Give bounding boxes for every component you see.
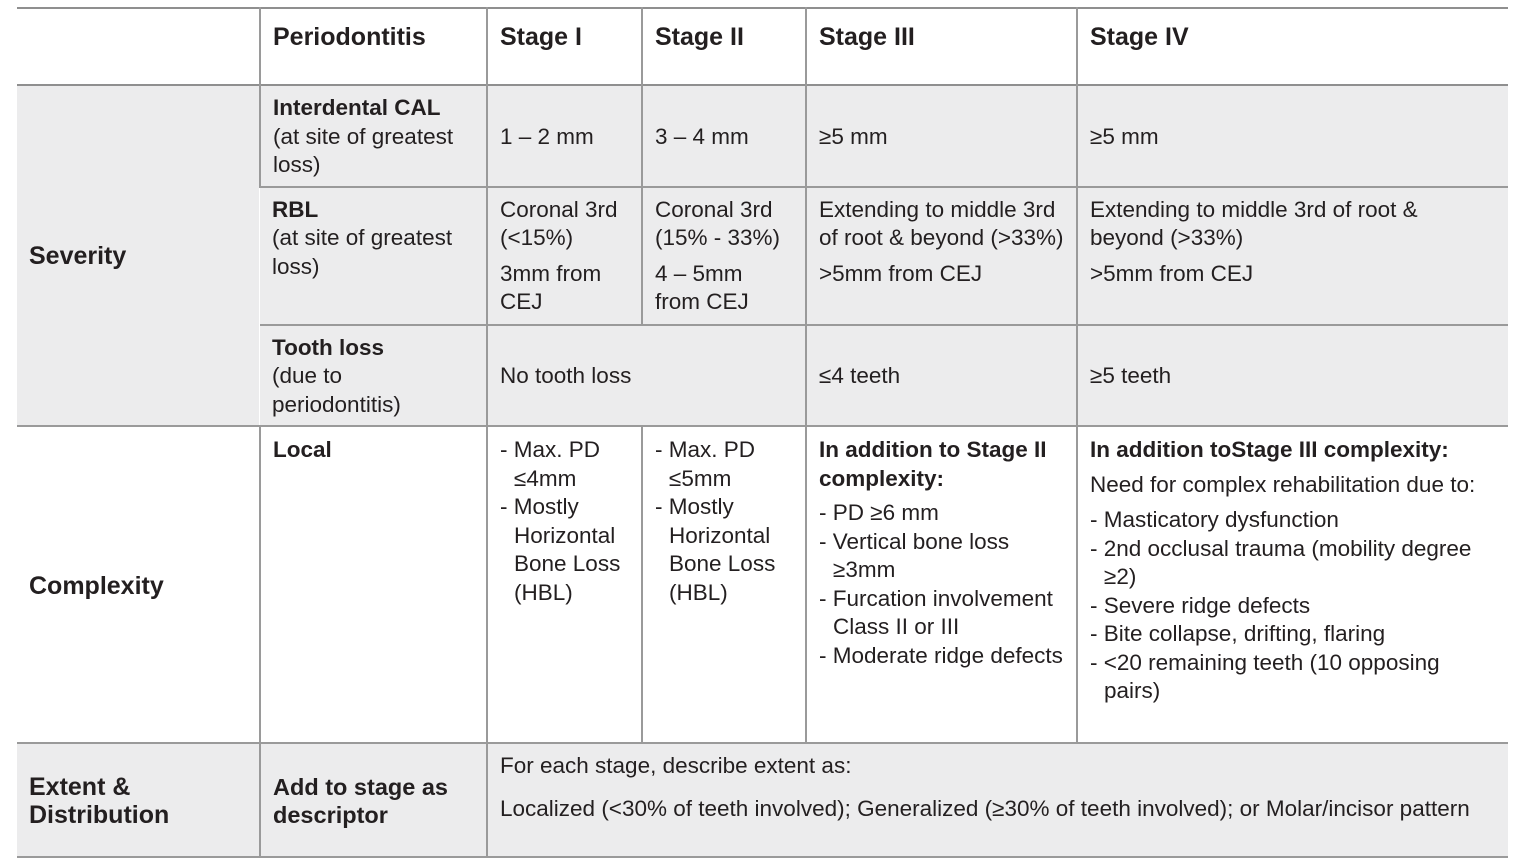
header-periodontitis: Periodontitis <box>260 8 487 85</box>
rbl-subtitle: (at site of greatest loss) <box>272 225 453 279</box>
extent-line-1: For each stage, describe extent as: <box>500 753 852 778</box>
rbl-stage-4-extent: Extending to middle 3rd of root & beyond (>33%) <box>1090 196 1418 250</box>
list-item: - Furcation involvement Class II or III <box>819 585 1064 642</box>
tooth-loss-stage-3: ≤4 teeth <box>806 325 1077 427</box>
cal-stage-1: 1 – 2 mm <box>487 85 642 187</box>
staging-table-container <box>17 7 1508 858</box>
rbl-stage-4-cell <box>1077 187 1508 325</box>
row-label-extent: Extent & Distribution <box>17 743 260 857</box>
cal-stage-2: 3 – 4 mm <box>642 85 806 187</box>
header-stage-1: Stage I <box>487 8 642 85</box>
list-item: - Mostly Horizontal Bone Loss (HBL) <box>655 493 793 607</box>
tooth-loss-subtitle: (due to periodontitis) <box>272 363 401 417</box>
row-label-complexity: Complexity <box>17 426 260 743</box>
rbl-title: RBL <box>272 196 319 222</box>
list-item: - Max. PD ≤4mm <box>500 436 629 493</box>
list-item: - Severe ridge defects <box>1090 592 1496 621</box>
list-item: - 2nd occlusal trauma (mobility degree ≥2) <box>1090 535 1496 592</box>
list-item: - Vertical bone loss ≥3mm <box>819 528 1064 585</box>
rbl-criteria-cell <box>260 187 487 325</box>
cal-title: Interdental CAL <box>273 95 441 120</box>
extent-descriptor: Add to stage as descriptor <box>260 743 487 857</box>
rbl-stage-3-distance: >5mm from CEJ <box>819 260 983 286</box>
complexity-stage-3-cell <box>806 426 1077 743</box>
list-item: - Max. PD ≤5mm <box>655 436 793 493</box>
periodontitis-staging-table <box>17 7 1508 858</box>
list-item: - Bite collapse, drifting, flaring <box>1090 620 1496 649</box>
list-item: - Masticatory dysfunction <box>1090 506 1496 535</box>
rbl-stage-2-extent: Coronal 3rd (15% - 33%) <box>655 196 781 250</box>
complexity-stage-2-list <box>655 436 793 607</box>
complexity-stage-3-list <box>819 499 1064 670</box>
complexity-stage-4-heading: In addition toStage III complexity: <box>1090 437 1449 462</box>
rbl-stage-1-cell <box>487 187 642 325</box>
list-item: - Moderate ridge defects <box>819 642 1064 671</box>
extent-line-2: Localized (<30% of teeth involved); Generalized (≥30% of teeth involved); or Molar/incisor pattern <box>500 795 1470 821</box>
complexity-stage-4-intro: Need for complex rehabilitation due to: <box>1090 471 1476 497</box>
complexity-stage-4-list <box>1090 506 1496 706</box>
list-item: - Mostly Horizontal Bone Loss (HBL) <box>500 493 629 607</box>
rbl-stage-2-cell <box>642 187 806 325</box>
rbl-stage-2-distance: 4 – 5mm from CEJ <box>655 260 749 314</box>
header-stage-2: Stage II <box>642 8 806 85</box>
tooth-loss-title: Tooth loss <box>272 334 385 360</box>
rbl-stage-4-distance: >5mm from CEJ <box>1090 260 1254 286</box>
row-label-severity: Severity <box>17 85 260 426</box>
header-empty <box>17 8 260 85</box>
complexity-stage-1-cell <box>487 426 642 743</box>
complexity-local: Local <box>260 426 487 743</box>
table-row-extent <box>17 743 1508 857</box>
header-stage-3: Stage III <box>806 8 1077 85</box>
cal-subtitle: (at site of greatest loss) <box>273 123 454 177</box>
tooth-loss-stage-4: ≥5 teeth <box>1077 325 1508 427</box>
table-row-cal <box>17 85 1508 187</box>
complexity-stage-2-cell <box>642 426 806 743</box>
rbl-stage-3-extent: Extending to middle 3rd of root & beyond (>33%) <box>819 196 1064 250</box>
cal-stage-4: ≥5 mm <box>1077 85 1508 187</box>
rbl-stage-1-distance: 3mm from CEJ <box>500 260 602 314</box>
header-stage-4: Stage IV <box>1077 8 1508 85</box>
table-row-complexity <box>17 426 1508 743</box>
cal-criteria-cell <box>260 85 487 187</box>
list-item: - <20 remaining teeth (10 opposing pairs) <box>1090 649 1496 706</box>
complexity-stage-1-list <box>500 436 629 607</box>
extent-description-cell <box>487 743 1508 857</box>
complexity-stage-3-heading: In addition to Stage II complexity: <box>819 437 1047 491</box>
complexity-stage-4-cell <box>1077 426 1508 743</box>
tooth-loss-criteria-cell <box>260 325 487 427</box>
cal-stage-3: ≥5 mm <box>806 85 1077 187</box>
tooth-loss-stage-1-2: No tooth loss <box>487 325 806 427</box>
rbl-stage-3-cell <box>806 187 1077 325</box>
table-header-row <box>17 8 1508 85</box>
list-item: - PD ≥6 mm <box>819 499 1064 528</box>
rbl-stage-1-extent: Coronal 3rd (<15%) <box>500 196 618 250</box>
